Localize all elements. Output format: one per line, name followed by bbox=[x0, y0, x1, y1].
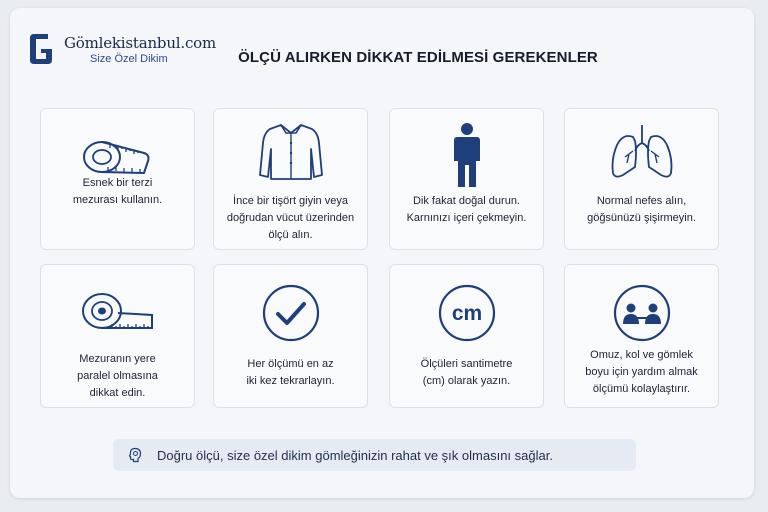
brand-name: Gömlekistanbul.com bbox=[64, 34, 217, 52]
tip-card-tape-parallel bbox=[40, 264, 195, 408]
card-text-line: Dik fakat doğal durun. bbox=[412, 195, 520, 207]
card-text-line: Her ölçümü en az bbox=[247, 358, 334, 370]
tip-card-posture bbox=[389, 108, 544, 250]
card-text-line: dikkat edin. bbox=[89, 387, 146, 399]
tip-card-tape-measure bbox=[40, 108, 195, 250]
tip-card-breathing bbox=[564, 108, 719, 250]
tape-roll-icon bbox=[78, 283, 158, 339]
card-text-line: doğrudan vücut üzerinden bbox=[226, 212, 355, 224]
tip-card-help bbox=[564, 264, 719, 408]
card-text-line: mezurası kullanın. bbox=[72, 194, 163, 206]
tip-banner bbox=[113, 439, 636, 471]
card-text-line: Normal nefes alın, bbox=[596, 195, 687, 207]
tip-card-shirt bbox=[213, 108, 368, 250]
page-title: ÖLÇÜ ALIRKEN DİKKAT EDİLMESİ GEREKENLER bbox=[238, 49, 598, 66]
logo-g-icon bbox=[28, 30, 54, 68]
lungs-icon bbox=[607, 121, 677, 183]
card-text-line: Mezuranın yere bbox=[79, 353, 156, 365]
card-text-line: göğsünüzü şişirmeyin. bbox=[587, 212, 696, 224]
card-text-line: Esnek bir terzi bbox=[82, 177, 153, 189]
card-text-line: Karnınızı içeri çekmeyin. bbox=[406, 212, 527, 224]
tip-card-centimeter bbox=[389, 264, 544, 408]
tip-text: Doğru ölçü, size özel dikim gömleğinizin rahat ve şık olmasını sağlar. bbox=[157, 448, 553, 463]
card-text-line: ölçümü kolaylaştırır. bbox=[592, 383, 691, 395]
shirt-icon bbox=[256, 121, 326, 181]
info-panel bbox=[10, 8, 754, 498]
card-text-line: paralel olmasına bbox=[77, 370, 158, 382]
standing-person-icon bbox=[447, 121, 487, 191]
cm-icon-label: cm bbox=[451, 302, 482, 325]
checkmark-icon bbox=[261, 283, 321, 343]
card-text-line: iki kez tekrarlayın. bbox=[246, 375, 335, 387]
cm-icon bbox=[437, 283, 497, 343]
lightbulb-head-icon bbox=[127, 447, 143, 463]
card-text-line: boyu için yardım almak bbox=[585, 366, 698, 378]
brand-tagline: Size Özel Dikim bbox=[90, 53, 168, 65]
card-text-line: İnce bir tişört giyin veya bbox=[233, 195, 348, 207]
helpers-icon bbox=[612, 283, 672, 343]
tip-card-repeat bbox=[213, 264, 368, 408]
card-text-line: (cm) olarak yazın. bbox=[422, 375, 511, 387]
card-text-line: Ölçüleri santimetre bbox=[420, 358, 513, 370]
card-text-line: ölçü alın. bbox=[268, 229, 313, 241]
card-text-line: Omuz, kol ve gömlek bbox=[590, 349, 693, 361]
